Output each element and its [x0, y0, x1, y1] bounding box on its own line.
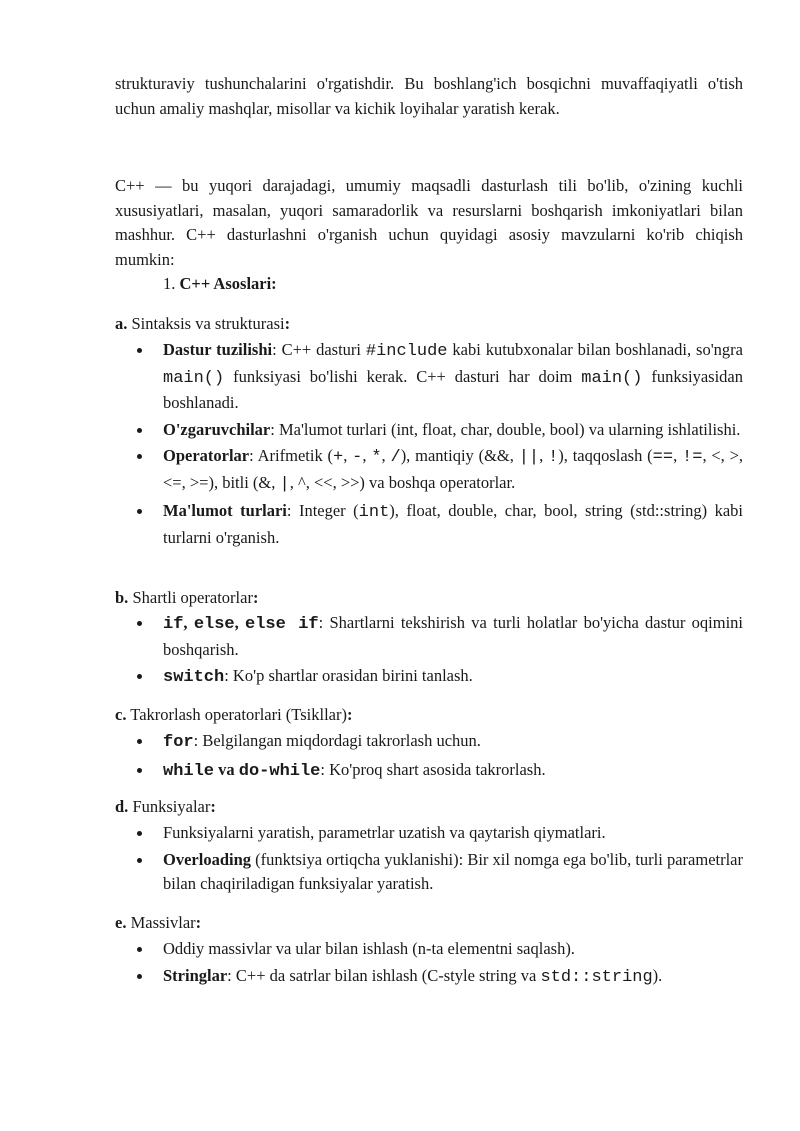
item-term: Dastur tuzilishi	[163, 340, 273, 359]
item-term: O'zgaruvchilar	[163, 419, 271, 439]
item-text: : Shartlarni tekshirish va turli holatlar bo'yicha dastur oqimini boshqarish.	[163, 613, 743, 659]
item-text: (funktsiya ortiqcha yuklanishi): Bir xil nomga ega bo'lib, turli parametrlar bilan chaqiriladigan funksiyalar yaratish.	[163, 849, 743, 893]
item-text: ,	[539, 446, 549, 465]
item-text: ,	[343, 446, 353, 465]
list-item	[163, 418, 743, 443]
code-keyword: while	[163, 761, 215, 781]
bullet-icon	[137, 674, 142, 679]
section-e-heading	[115, 911, 201, 936]
code-snippet: !	[548, 448, 559, 467]
list-item	[163, 611, 743, 662]
item-term: Ma'lumot turlari	[163, 501, 287, 520]
code-snippet: #include	[365, 342, 448, 361]
item-text: Oddiy massivlar va ular bilan ishlash (n-ta elementni saqlash).	[163, 939, 575, 958]
item-text: funksiyasidan boshlanadi.	[163, 366, 743, 412]
heading-number: 1.	[163, 274, 176, 293]
section-title: Sintaksis va strukturasi	[131, 314, 285, 333]
item-text: ), float, double, char, bool, string (std::string) kabi turlarni o'rganish.	[163, 501, 743, 547]
code-snippet: ||	[518, 448, 540, 467]
item-term: Operatorlar	[163, 446, 250, 465]
item-separator: ,	[234, 613, 246, 632]
section-letter: b.	[115, 588, 129, 607]
section-title: Funksiyalar	[132, 797, 211, 816]
list-item	[163, 821, 743, 846]
bullet-icon	[137, 768, 142, 773]
code-snippet: |	[279, 474, 290, 494]
list-item	[163, 758, 743, 785]
list-item	[163, 729, 743, 756]
code-keyword: else	[193, 615, 235, 634]
item-text: : C++ dasturi	[272, 340, 366, 359]
item-text: Funksiyalarni yaratish, parametrlar uzatish va qaytarish qiymatlari.	[163, 823, 606, 842]
item-text: kabi kutubxonalar bilan boshlanadi, so'ngra	[447, 340, 743, 359]
item-text: : Ma'lumot turlari (int, float, char, double, bool) va ularning ishlatilishi.	[270, 419, 741, 439]
code-keyword: do-while	[238, 761, 321, 781]
section-letter: c.	[115, 705, 127, 724]
item-text: , <, >, <=, >=), bitli (&,	[163, 446, 744, 492]
section-colon: :	[252, 588, 259, 607]
list-item	[163, 664, 743, 691]
code-snippet: +	[333, 448, 344, 467]
code-keyword: if	[163, 615, 184, 634]
item-text: : C++ da satrlar bilan ishlash (C-style string va	[227, 965, 541, 985]
bullet-icon	[137, 454, 142, 459]
code-snippet: *	[371, 448, 382, 467]
item-text: funksiyasi bo'lishi kerak. C++ dasturi har doim	[224, 366, 582, 386]
section-title: Shartli operatorlar	[132, 588, 253, 607]
bullet-icon	[137, 621, 142, 626]
section-colon: :	[195, 913, 202, 932]
cpp-intro-paragraph: C++ — bu yuqori darajadagi, umumiy maqsadli dasturlash tili bo'lib, o'zining kuchli xususiyatlari, masalan, yuqori samaradorlik va resurslarni boshqarish imkoniyatlari bilan mashhur. C++ dasturlashni o'rganish uchun quyidagi asosiy mavzularni ko'rib chiqish mumkin:	[115, 176, 743, 269]
item-text: : Ko'proq shart asosida takrorlash.	[320, 759, 546, 779]
list-item	[163, 848, 743, 897]
code-keyword: for	[163, 733, 194, 752]
intro-paragraph: strukturaviy tushunchalarini o'rgatishdir. Bu boshlang'ich bosqichni muvaffaqiyatli o'tish uchun amaliy mashqlar, misollar va kichik loyihalar yaratish kerak.	[115, 74, 743, 118]
section-letter: a.	[115, 314, 128, 333]
bullet-icon	[137, 858, 142, 863]
code-snippet: !=	[682, 448, 703, 467]
section-title: Takrorlash operatorlari (Tsikllar)	[130, 705, 347, 724]
section-letter: d.	[115, 797, 129, 816]
bullet-icon	[137, 831, 142, 836]
code-snippet: /	[390, 448, 401, 467]
item-text: ,	[362, 446, 372, 465]
heading-cpp-basics	[163, 272, 277, 297]
section-colon: :	[346, 705, 353, 724]
list-item	[163, 499, 743, 550]
section-title: Massivlar	[130, 913, 196, 932]
section-a-heading	[115, 312, 290, 337]
item-term: Overloading	[163, 849, 252, 869]
section-c-heading	[115, 703, 352, 728]
code-snippet: main()	[163, 368, 225, 388]
section-b-list	[163, 611, 743, 693]
item-text: ).	[652, 965, 663, 985]
item-text: ,	[381, 446, 391, 465]
section-letter: e.	[115, 913, 127, 932]
item-text: : Ko'p shartlar orasidan birini tanlash.	[224, 666, 473, 685]
code-snippet: main()	[581, 368, 643, 388]
section-a-list	[163, 338, 743, 552]
bullet-icon	[137, 509, 142, 514]
item-separator: va	[214, 759, 239, 779]
section-e-list	[163, 937, 743, 992]
bullet-icon	[137, 739, 142, 744]
item-text: , ^, <<, >>) va boshqa operatorlar.	[289, 472, 516, 492]
code-keyword: switch	[163, 668, 225, 687]
bullet-icon	[137, 974, 142, 979]
item-text: : Arifmetik (	[249, 446, 334, 465]
item-text: : Belgilangan miqdordagi takrorlash uchun.	[193, 731, 481, 750]
code-snippet: -	[352, 448, 363, 467]
list-item	[163, 444, 743, 497]
section-colon: :	[284, 314, 291, 333]
code-snippet: std::string	[540, 967, 653, 987]
item-text: : Integer (	[286, 501, 359, 520]
section-d-heading	[115, 795, 216, 820]
section-colon: :	[210, 797, 216, 816]
list-item	[163, 937, 743, 962]
list-item	[163, 964, 743, 991]
code-snippet: int	[358, 503, 390, 522]
item-term: Stringlar	[163, 965, 228, 985]
item-separator: ,	[183, 613, 194, 632]
bullet-icon	[137, 348, 142, 353]
section-b-heading	[115, 586, 258, 611]
item-text: ,	[673, 446, 683, 465]
item-text: ), mantiqiy (&&,	[400, 446, 519, 465]
bullet-icon	[137, 947, 142, 952]
section-d-list	[163, 821, 743, 899]
code-keyword: else if	[245, 615, 319, 634]
list-item	[163, 338, 743, 416]
section-c-list	[163, 729, 743, 786]
item-text: ), taqqoslash (	[558, 446, 653, 465]
code-snippet: ==	[652, 448, 674, 467]
heading-label: C++ Asoslari:	[179, 274, 277, 293]
bullet-icon	[137, 428, 142, 433]
